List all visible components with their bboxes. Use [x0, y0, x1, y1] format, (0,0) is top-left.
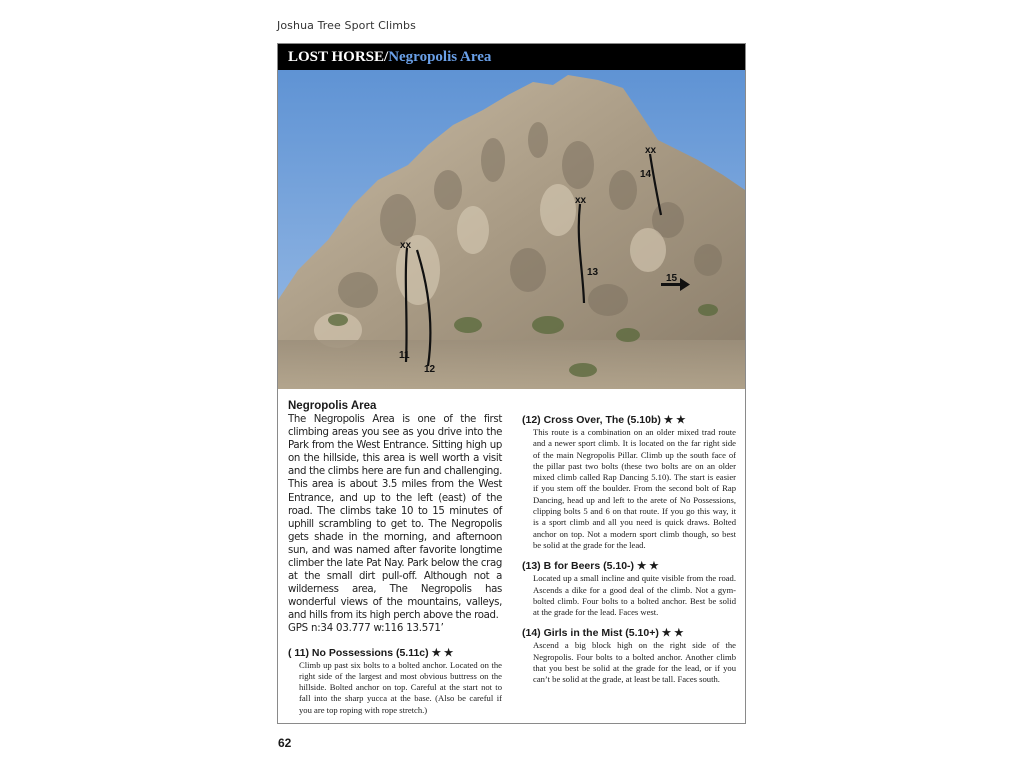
route-entry — [522, 414, 736, 551]
route-entry — [288, 647, 502, 716]
anchor-label-13: xx — [575, 195, 587, 206]
crag-photo-graphic — [278, 70, 745, 389]
route-line-11 — [406, 248, 407, 362]
route-label-12: 12 — [424, 364, 436, 375]
route-heading: ( 11) No Possessions (5.11c) ★ ★ — [288, 646, 454, 659]
route-label-14: 14 — [640, 169, 652, 180]
section-title — [288, 49, 491, 66]
route-heading: (14) Girls in the Mist (5.10+) ★ ★ — [522, 627, 684, 640]
section-title-area: Negropolis Area — [388, 49, 492, 65]
crag-photo — [278, 70, 745, 389]
running-head: Joshua Tree Sport Climbs — [277, 19, 416, 32]
route-entry — [522, 560, 736, 618]
boulder-field — [278, 340, 745, 389]
area-description: The Negropolis Area is one of the first climbing areas you see as you drive into the Park from the West Entrance. Sitting high up on the hillside, this area is well worth a visit and the climbs here are fun and challenging. This area is about 3.5 miles from the West Entrance, and up to the left (east) of the road. The climbs take 10 to 15 minutes of uphill scrambling to get to. The Negropolis gets shade in the morning, and afternoon sun, and was named after favorite longtime climber the late Pat Nay. Park below the crag at the small dirt pull-off. Although not a wilderness area, The Negropolis has wonderful views of the mountains, valleys, and hills from its high perch above the road. — [288, 414, 502, 622]
anchor-label-11: xx — [400, 240, 412, 251]
area-heading: Negropolis Area — [288, 400, 377, 412]
right-column — [522, 414, 736, 695]
page-frame — [277, 43, 746, 724]
section-title-bar — [278, 44, 745, 70]
left-column — [288, 400, 502, 725]
route-description: Located up a small incline and quite visible from the road. Ascends a dike for a good deal of the climb. Not a gym-bolted climb. Four bolts to a bolted anchor. Best be solid at the grade for the lead. Faces west. — [533, 573, 736, 618]
route-description: This route is a combination on an older mixed trad route and a newer sport climb. It is located on the far right side of the main Negropolis Pillar. Climb up the south face of the pillar past two bolts (these two bolts are on an older mixed climb called Rap Dancing 5.10). The start is easier if you stem off the boulder. From the second bolt of Rap Dancing, head up and left to the arete of No Possessions, clipping bolts 5 and 6 on that route. If you go this way, it is a sport climb and all you need is quick draws. Bolted anchor on top. Not a modern sport climb though, so best be solid at the grade for the lead. — [533, 427, 736, 550]
route-description: Climb up past six bolts to a bolted anchor. Located on the right side of the largest and most obvious buttress on the hillside. Bolted anchor on top. Careful at the start not to fall into the sharp yucca at the base. (Also be careful if you are top roping with rope stretch.) — [299, 659, 502, 715]
section-title-main: LOST HORSE/ — [288, 49, 389, 65]
route-heading: (12) Cross Over, The (5.10b) ★ ★ — [522, 414, 686, 426]
route-label-15: 15 — [666, 273, 678, 284]
page-number: 62 — [278, 736, 292, 750]
route-label-13: 13 — [587, 267, 599, 278]
anchor-label-14: xx — [645, 145, 657, 156]
route-heading: (13) B for Beers (5.10-) ★ ★ — [522, 560, 659, 573]
route-entry — [522, 627, 736, 685]
route-description: Ascend a big block high on the right side of the Negropolis. Four bolts to a bolted anchor. Another climb that you best be solid at the grade for the lead, or if you can’t be solid at the grade, at least be tall. Faces south. — [533, 640, 736, 685]
route-label-11: 11 — [399, 350, 410, 361]
gps-coordinates: GPS n:34 03.777 w:116 13.571’ — [288, 622, 444, 634]
